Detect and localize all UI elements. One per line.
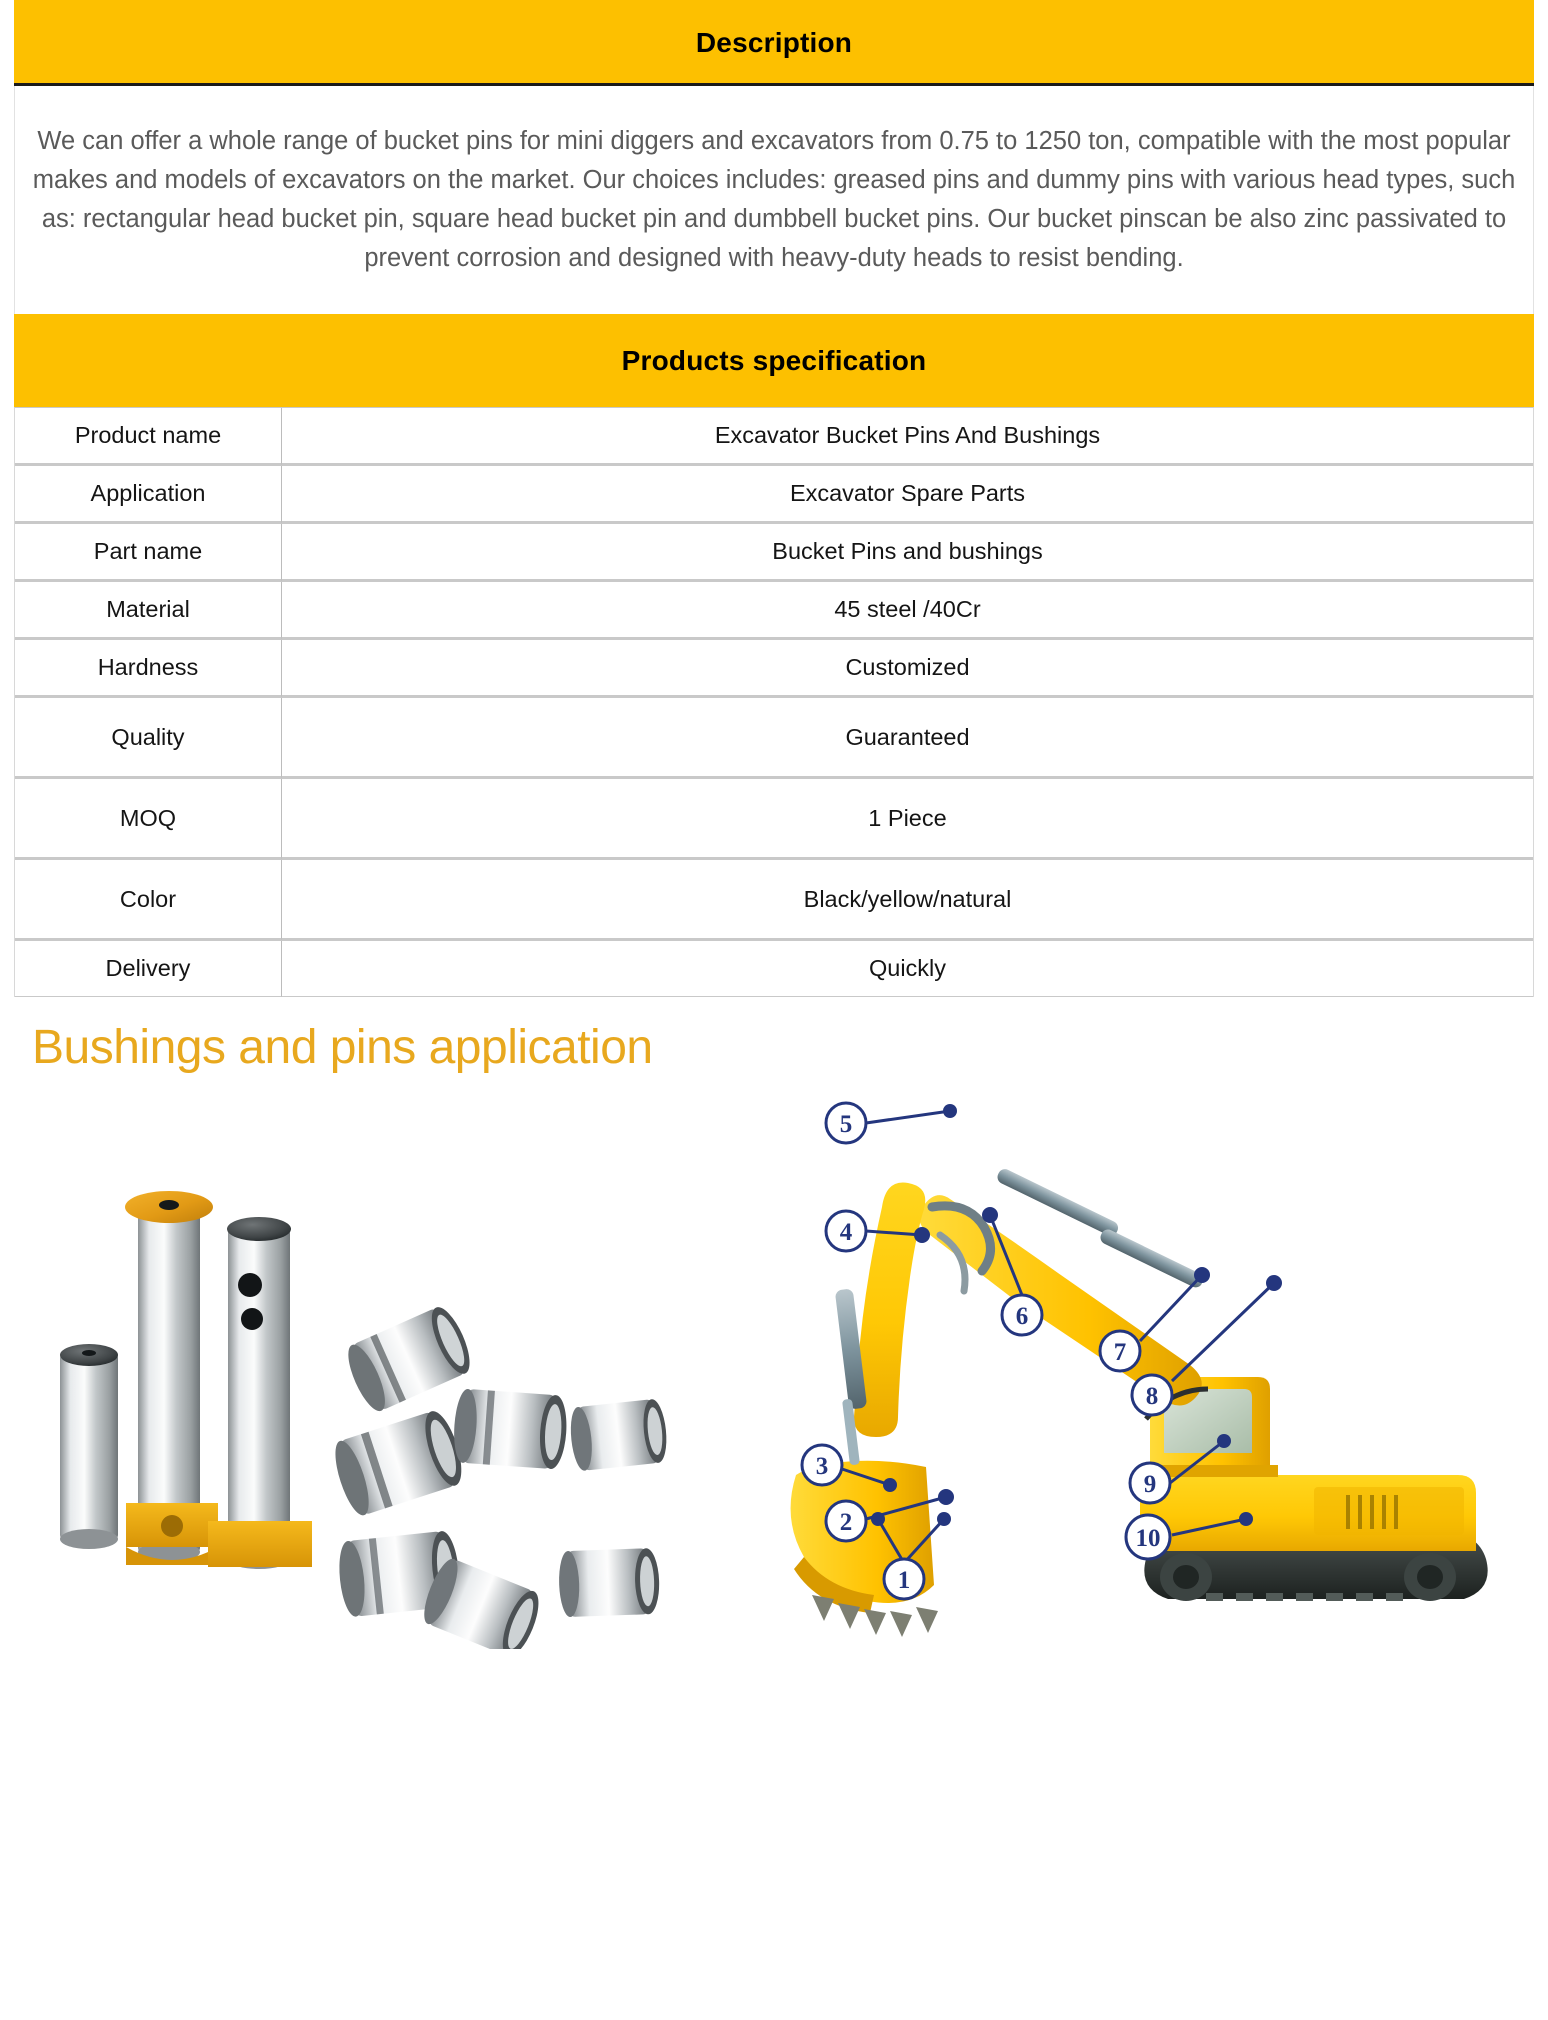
callout-label: 10 xyxy=(1135,1525,1161,1552)
callout-label: 9 xyxy=(1143,1471,1157,1498)
application-media-row xyxy=(14,1089,1534,1649)
spec-value: 45 steel /40Cr xyxy=(282,582,1533,640)
bucket-pin-drilled xyxy=(208,1217,312,1569)
description-paragraph: We can offer a whole range of bucket pins for mini diggers and excavators from 0.75 to 1250 ton, compatible with the most popular makes and models of excavators on the market. Our choices includes: greased pins and dummy pins with various head types, such as: rectangular head bucket pin, square head bucket pin and dumbbell bucket pins. Our bucket pinscan be also zinc passivated to prevent corrosion and designed with heavy-duty heads to resist bending. xyxy=(32,127,1516,272)
table-row xyxy=(15,466,1533,524)
spec-value: Excavator Bucket Pins And Bushings xyxy=(282,408,1533,466)
table-row xyxy=(15,640,1533,698)
table-row xyxy=(15,582,1533,640)
callout-label: 7 xyxy=(1113,1339,1127,1366)
spec-key: Quality xyxy=(15,698,282,779)
spec-value: Customized xyxy=(282,640,1533,698)
bucket-pin-gold-head xyxy=(125,1191,218,1565)
bushing-cluster xyxy=(329,1302,670,1649)
spec-value: 1 Piece xyxy=(282,779,1533,860)
spec-key: Material xyxy=(15,582,282,640)
callout-label: 1 xyxy=(897,1567,911,1594)
spec-key: Delivery xyxy=(15,941,282,997)
table-row xyxy=(15,860,1533,941)
specification-banner: Products specification xyxy=(14,314,1534,407)
callout-label: 4 xyxy=(839,1219,853,1246)
spec-key: Application xyxy=(15,466,282,524)
callout-marker-6 xyxy=(1002,1295,1042,1335)
table-row xyxy=(15,941,1533,997)
description-banner: Description xyxy=(14,0,1534,86)
callout-label: 8 xyxy=(1145,1383,1159,1410)
specification-table xyxy=(14,407,1534,997)
spec-value: Excavator Spare Parts xyxy=(282,466,1533,524)
spec-key: Hardness xyxy=(15,640,282,698)
callout-marker-9 xyxy=(1130,1463,1170,1503)
callout-label: 3 xyxy=(815,1453,829,1480)
table-row xyxy=(15,408,1533,466)
callout-label: 2 xyxy=(839,1509,853,1536)
callout-marker-7 xyxy=(1100,1331,1140,1371)
pins-and-bushings-photo xyxy=(22,1089,762,1649)
callout-label: 6 xyxy=(1015,1303,1029,1330)
spec-key: Product name xyxy=(15,408,282,466)
callout-marker-2 xyxy=(826,1501,866,1541)
spec-value: Black/yellow/natural xyxy=(282,860,1533,941)
application-heading: Bushings and pins application xyxy=(32,1021,653,1074)
description-body-block xyxy=(14,86,1534,314)
callout-marker-4 xyxy=(826,1211,866,1251)
callout-marker-10 xyxy=(1126,1515,1170,1559)
bucket-pin-short xyxy=(60,1344,118,1549)
excavator-callout-diagram xyxy=(754,1089,1534,1649)
spec-key: Part name xyxy=(15,524,282,582)
spec-value: Bucket Pins and bushings xyxy=(282,524,1533,582)
callout-marker-3 xyxy=(802,1445,842,1485)
spec-value: Quickly xyxy=(282,941,1533,997)
callout-marker-1 xyxy=(884,1559,924,1599)
callout-marker-8 xyxy=(1132,1375,1172,1415)
callout-label: 5 xyxy=(839,1111,853,1138)
table-row xyxy=(15,524,1533,582)
spec-key: Color xyxy=(15,860,282,941)
table-row xyxy=(15,779,1533,860)
spec-key: MOQ xyxy=(15,779,282,860)
spec-value: Guaranteed xyxy=(282,698,1533,779)
callout-marker-5 xyxy=(826,1103,866,1143)
table-row xyxy=(15,698,1533,779)
